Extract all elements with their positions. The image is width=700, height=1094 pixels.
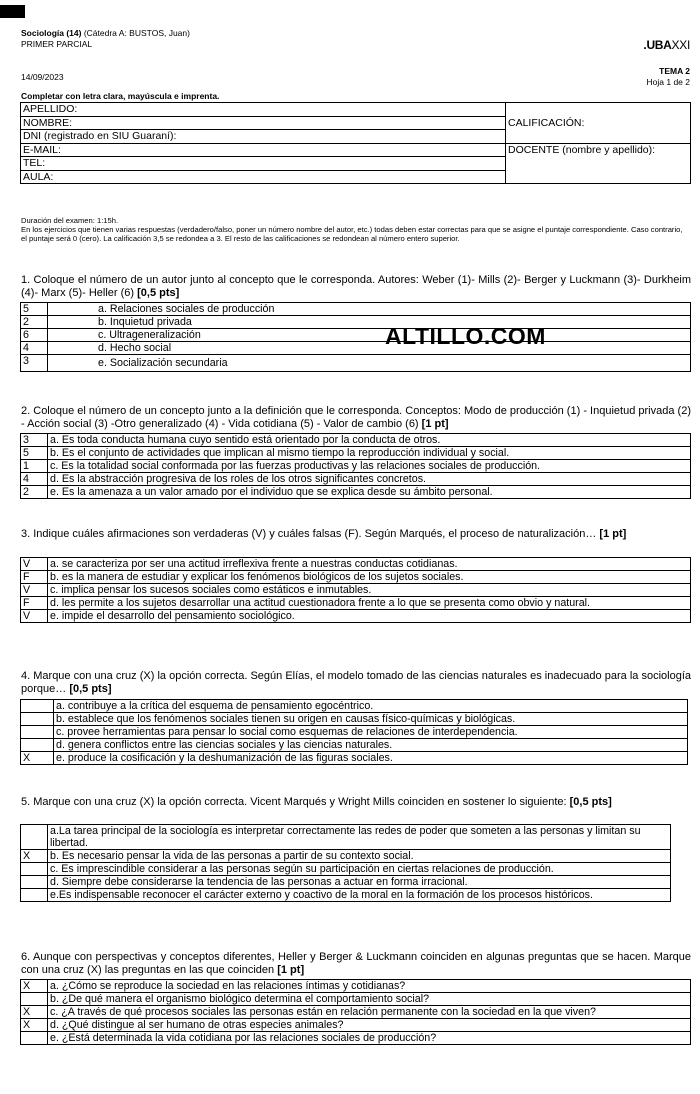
question-4-table — [20, 699, 688, 765]
table-row — [21, 993, 691, 1006]
answer-cell[interactable] — [21, 889, 48, 902]
answer-cell[interactable]: X — [21, 1019, 48, 1032]
answer-cell[interactable]: X — [21, 980, 48, 993]
table-row — [21, 1019, 691, 1032]
answer-cell[interactable]: 1 — [21, 460, 48, 473]
answer-cell[interactable]: 4 — [21, 342, 48, 355]
option-text: a. ¿Cómo se reproduce la sociedad en las relaciones íntimas y cotidianas? — [48, 980, 691, 993]
option-text: d. Es la abstracción progresiva de los roles de los otros significantes concretos. — [48, 473, 691, 486]
option-text: b. es la manera de estudiar y explicar los fenómenos biológicos de los sujetos sociales. — [48, 571, 691, 584]
table-row — [21, 584, 691, 597]
option-text: b. establece que los fenómenos sociales tienen su origen en causas físico-químicas y biológicas. — [54, 713, 688, 726]
table-row — [21, 447, 691, 460]
redaction-block — [0, 5, 25, 18]
question-4: 4. Marque con una cruz (X) la opción correcta. Según Elías, el modelo tomado de las ciencias naturales es inadecuado para la sociología porque… [0,5 pts] — [21, 670, 691, 695]
question-3-points: [1 pt] — [599, 528, 627, 540]
question-2-points: [1 pt] — [421, 417, 449, 430]
table-row — [21, 850, 671, 863]
answer-cell[interactable]: X — [21, 850, 48, 863]
answer-cell[interactable] — [21, 863, 48, 876]
answer-cell[interactable]: 6 — [21, 329, 48, 342]
table-row — [21, 610, 691, 623]
option-text: c. Es imprescindible considerar a las personas según su participación en ciertas relaciones de producción. — [48, 863, 671, 876]
fill-instruction: Completar con letra clara, mayúscula e imprenta. — [21, 91, 220, 101]
table-row — [21, 889, 671, 902]
uba-logo: .UBAXXI — [643, 38, 690, 52]
option-text: b. Inquietud privada — [48, 316, 691, 329]
grading-rules: En los ejercicios que tienen varias respuestas (verdadero/falso, poner un número nombre del autor, etc.) todas deben estar correctas para que se asigne el puntaje correspondiente. Caso contrario, el puntaje será 0 (cero). La calificación 3,5 se redondea a 3. El resto de las calificaciones se redondean al número entero superior. — [21, 225, 683, 244]
answer-cell[interactable]: V — [21, 558, 48, 571]
tema-label: TEMA 2 — [659, 66, 690, 76]
answer-cell[interactable]: 2 — [21, 486, 48, 499]
question-4-points: [0,5 pts] — [69, 682, 112, 695]
exam-duration: Duración del examen: 1:15h. — [21, 216, 119, 225]
question-5: 5. Marque con una cruz (X) la opción correcta. Vicent Marqués y Wright Mills coinciden en sostener lo siguiente: [0,5 pts] — [21, 796, 612, 808]
option-text: c. Es la totalidad social conformada por las fuerzas productivas y las relaciones sociales de producción. — [48, 460, 691, 473]
answer-cell[interactable]: V — [21, 610, 48, 623]
field-aula[interactable]: AULA: — [21, 170, 506, 184]
table-row — [21, 825, 671, 850]
option-text: c. provee herramientas para pensar lo social como esquemas de relaciones de interdependencia. — [54, 726, 688, 739]
table-row — [21, 980, 691, 993]
field-apellido[interactable]: APELLIDO: — [21, 103, 506, 117]
field-docente[interactable]: DOCENTE (nombre y apellido): — [506, 143, 691, 184]
answer-cell[interactable]: V — [21, 584, 48, 597]
table-row — [21, 1032, 691, 1045]
question-2-table — [20, 433, 691, 499]
field-calificacion[interactable]: CALIFICACIÓN: — [506, 103, 691, 144]
answer-cell[interactable]: F — [21, 571, 48, 584]
answer-cell[interactable] — [21, 993, 48, 1006]
option-text: a. Es toda conducta humana cuyo sentido está orientado por la conducta de otros. — [48, 434, 691, 447]
table-row — [21, 316, 691, 329]
option-text: d. ¿Qué distingue al ser humano de otras especies animales? — [48, 1019, 691, 1032]
table-row — [21, 713, 688, 726]
table-row — [21, 486, 691, 499]
option-text: a. Relaciones sociales de producción — [48, 303, 691, 316]
table-row — [21, 434, 691, 447]
option-text: d. les permite a los sujetos desarrollar una actitud cuestionadora frente a lo que se presenta como obvio y natural. — [48, 597, 691, 610]
exam-rules — [21, 216, 686, 244]
question-3: 3. Indique cuáles afirmaciones son verdaderas (V) y cuáles falsas (F). Según Marqués, el proceso de naturalización… [1 pt] — [21, 528, 627, 540]
option-text: e. produce la cosificación y la deshumanización de las figuras sociales. — [54, 752, 688, 765]
option-text: e. Es la amenaza a un valor amado por el individuo que se explica desde su ámbito personal. — [48, 486, 691, 499]
table-row — [21, 329, 691, 342]
table-row — [21, 571, 691, 584]
option-text: e. ¿Está determinada la vida cotidiana por las relaciones sociales de producción? — [48, 1032, 691, 1045]
table-row — [21, 473, 691, 486]
answer-cell[interactable]: 3 — [21, 434, 48, 447]
field-nombre[interactable]: NOMBRE: — [21, 116, 506, 130]
option-text: b. Es el conjunto de actividades que implican al mismo tiempo la reproducción individual y social. — [48, 447, 691, 460]
answer-cell[interactable]: 3 — [21, 355, 48, 372]
table-row — [21, 355, 691, 372]
question-5-table — [20, 824, 671, 902]
question-1-points: [0,5 pts] — [137, 286, 180, 299]
question-1: 1. Coloque el número de un autor junto al concepto que le corresponda. Autores: Weber (1)- Mills (2)- Berger y Luckmann (3)- Durkheim (4)- Marx (5)- Heller (6) [0,5 pts] — [21, 274, 691, 299]
answer-cell[interactable]: 5 — [21, 447, 48, 460]
option-text: b. Es necesario pensar la vida de las personas a partir de su contexto social. — [48, 850, 671, 863]
sheet-label: Hoja 1 de 2 — [646, 77, 690, 87]
question-6: 6. Aunque con perspectivas y conceptos diferentes, Heller y Berger & Luckmann coinciden en algunas preguntas que se hacen. Marque con una cruz (X) las preguntas en las que coinciden [1 pt] — [21, 951, 691, 976]
answer-cell[interactable] — [21, 1032, 48, 1045]
table-row — [21, 303, 691, 316]
option-text: d. Hecho social — [48, 342, 691, 355]
option-text: e.Es indispensable reconocer el carácter externo y coactivo de la moral en la formación de los procesos históricos. — [48, 889, 671, 902]
option-text: a. se caracteriza por ser una actitud irreflexiva frente a nuestras conductas cotidianas. — [48, 558, 691, 571]
exam-date: 14/09/2023 — [21, 72, 64, 82]
field-email[interactable]: E-MAIL: — [21, 143, 506, 157]
option-text: e. Socialización secundaria — [48, 355, 691, 372]
option-text: c. Ultrageneralización — [48, 329, 691, 342]
chair-name: (Cátedra A: BUSTOS, Juan) — [81, 28, 190, 38]
table-row — [21, 342, 691, 355]
answer-cell[interactable] — [21, 876, 48, 889]
exam-title: PRIMER PARCIAL — [21, 39, 93, 49]
answer-cell[interactable]: F — [21, 597, 48, 610]
answer-cell[interactable]: 5 — [21, 303, 48, 316]
option-text: c. ¿A través de qué procesos sociales las personas están en relación permanente con la sociedad en la que viven? — [48, 1006, 691, 1019]
answer-cell[interactable]: 4 — [21, 473, 48, 486]
field-dni[interactable]: DNI (registrado en SIU Guaraní): — [21, 130, 506, 144]
answer-cell[interactable]: 2 — [21, 316, 48, 329]
table-row — [21, 726, 688, 739]
option-text: e. impide el desarrollo del pensamiento sociológico. — [48, 610, 691, 623]
question-6-points: [1 pt] — [277, 963, 305, 976]
table-row — [21, 597, 691, 610]
question-6-table — [20, 979, 691, 1045]
option-text: d. Siempre debe considerarse la tendencia de las personas a actuar en forma irracional. — [48, 876, 671, 889]
answer-cell[interactable]: X — [21, 1006, 48, 1019]
exam-header — [21, 28, 190, 50]
question-5-points: [0,5 pts] — [569, 796, 612, 808]
option-text: b. ¿De qué manera el organismo biológico determina el comportamiento social? — [48, 993, 691, 1006]
table-row — [21, 460, 691, 473]
table-row — [21, 752, 688, 765]
answer-cell[interactable]: X — [21, 752, 54, 765]
answer-cell[interactable] — [21, 739, 54, 752]
option-text: a. contribuye a la crítica del esquema de pensamiento egocéntrico. — [54, 700, 688, 713]
watermark: ALTILLO.COM — [385, 323, 546, 349]
table-row — [21, 700, 688, 713]
student-info-table — [20, 102, 691, 184]
question-3-table — [20, 557, 691, 623]
question-2: 2. Coloque el número de un concepto junto a la definición que le corresponda. Conceptos: Modo de producción (1) - Inquietud privada (2) - Acción social (3) -Otro generalizado (4) - Vida cotidiana (5) - Valor de cambio (6) [1 pt] — [21, 405, 691, 430]
table-row — [21, 739, 688, 752]
answer-cell[interactable] — [21, 825, 48, 850]
table-row — [21, 1006, 691, 1019]
answer-cell[interactable] — [21, 700, 54, 713]
option-text: c. implica pensar los sucesos sociales como estáticos e inmutables. — [48, 584, 691, 597]
answer-cell[interactable] — [21, 726, 54, 739]
question-1-table — [20, 302, 691, 372]
table-row — [21, 558, 691, 571]
field-tel[interactable]: TEL: — [21, 157, 506, 171]
table-row — [21, 863, 671, 876]
answer-cell[interactable] — [21, 713, 54, 726]
option-text: d. genera conflictos entre las ciencias sociales y las ciencias naturales. — [54, 739, 688, 752]
course-name: Sociología (14) — [21, 28, 82, 38]
option-text: a.La tarea principal de la sociología es interpretar correctamente las redes de poder que someten a las personas y limitan su libertad. — [48, 825, 671, 850]
table-row — [21, 876, 671, 889]
tema-block — [647, 66, 690, 88]
